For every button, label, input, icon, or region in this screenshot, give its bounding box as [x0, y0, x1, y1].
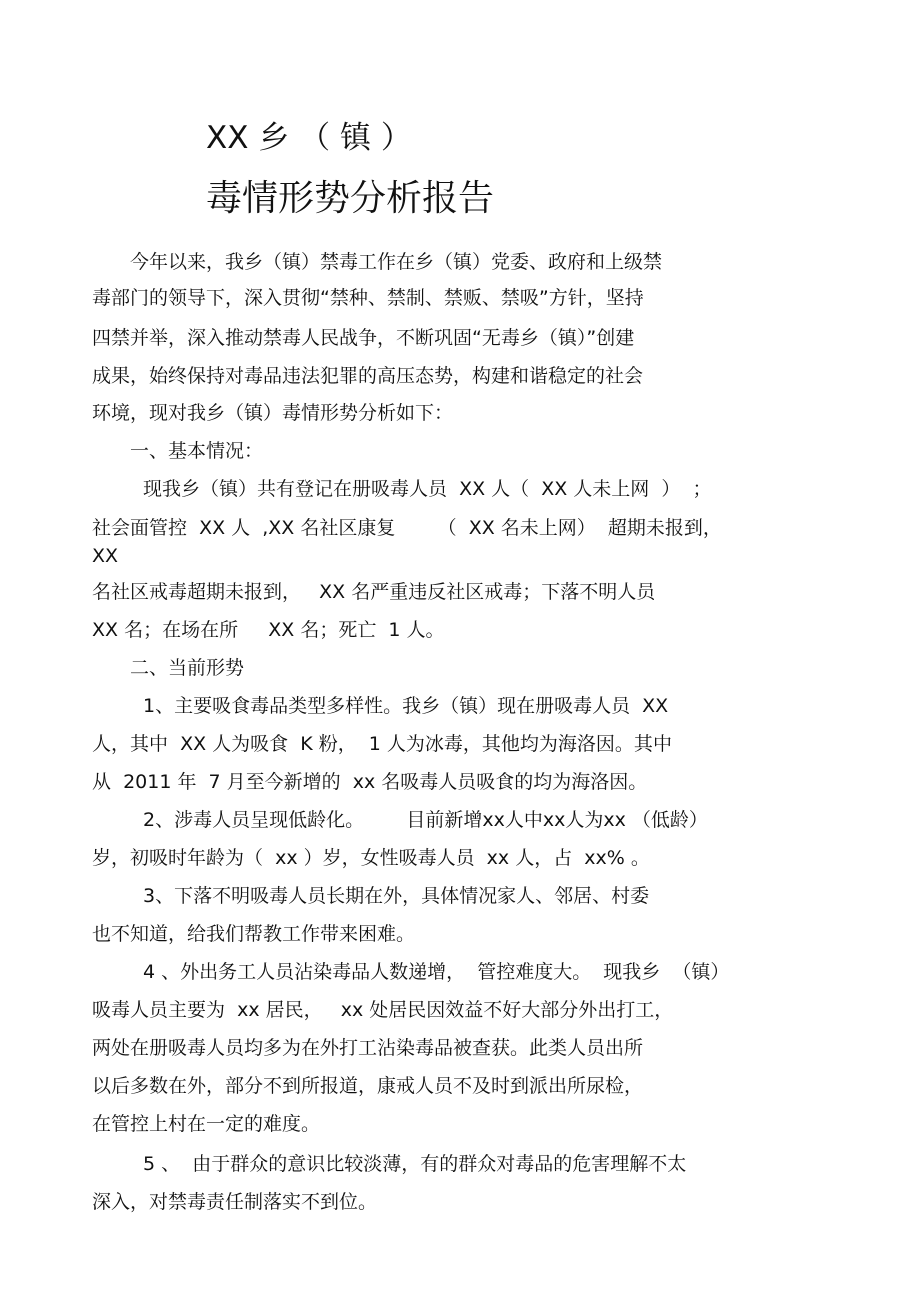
paragraph-line: 5 、 由于群众的意识比较淡薄，有的群众对毒品的危害理解不太	[143, 1153, 687, 1175]
paragraph-line: 环境，现对我乡（镇）毒情形势分析如下：	[92, 402, 454, 424]
section-heading: 一、基本情况：	[130, 440, 264, 462]
paragraph-line: 今年以来，我乡（镇）禁毒工作在乡（镇）党委、政府和上级禁	[130, 251, 663, 273]
paragraph-line: 3、下落不明吸毒人员长期在外，具体情况家人、邻居、村委	[143, 885, 650, 907]
paragraph-line: 深入，对禁毒责任制落实不到位。	[92, 1191, 378, 1213]
paragraph-line: 在管控上村在一定的难度。	[92, 1113, 321, 1135]
paragraph-line: 现我乡（镇）共有登记在册吸毒人员 XX 人（ XX 人未上网 ） ；	[143, 478, 712, 500]
paragraph-line: 四禁并举，深入推动禁毒人民战争，不断巩固“无毒乡（镇）”创建	[92, 327, 635, 349]
paragraph-line: 两处在册吸毒人员均多为在外打工沾染毒品被查获。此类人员出所	[92, 1037, 644, 1059]
paragraph-line: 1、主要吸食毒品类型多样性。我乡（镇）现在册吸毒人员 XX	[143, 695, 669, 717]
paragraph-line: 吸毒人员主要为 xx 居民， xx 处居民因效益不好大部分外出打工，	[92, 999, 674, 1021]
paragraph-line: 4 、外出务工人员沾染毒品人数递增， 管控难度大。 现我乡 （镇）	[143, 961, 730, 983]
paragraph-line: 从 2011 年 7 月至今新增的 xx 名吸毒人员吸食的均为海洛因。	[92, 771, 648, 793]
paragraph-line: 成果，始终保持对毒品违法犯罪的高压态势，构建和谐稳定的社会	[92, 365, 644, 387]
paragraph-line: XX 名；在场在所 XX 名；死亡 1 人。	[92, 619, 445, 641]
paragraph-line: 社会面管控 XX 人 ,XX 名社区康复 （ XX 名未上网） 超期未报到，	[92, 517, 722, 539]
paragraph-line: 也不知道，给我们帮教工作带来困难。	[92, 923, 416, 945]
paragraph-line: XX	[92, 545, 119, 567]
paragraph-line: 名社区戒毒超期未报到， XX 名严重违反社区戒毒；下落不明人员	[92, 581, 656, 603]
paragraph-line: 岁，初吸时年龄为（ xx ）岁，女性吸毒人员 xx 人，占 xx% 。	[92, 847, 650, 869]
section-heading: 二、当前形势	[130, 657, 245, 679]
paragraph-line: 人，其中 XX 人为吸食 K 粉， 1 人为冰毒，其他均为海洛因。其中	[92, 733, 672, 755]
title-line-2: 毒情形势分析报告	[206, 178, 495, 219]
paragraph-line: 2、涉毒人员呈现低龄化。 目前新增xx人中xx人为xx （低龄）	[143, 809, 708, 831]
title-line-1: XX 乡 （ 镇 ）	[206, 120, 412, 156]
paragraph-line: 毒部门的领导下，深入贯彻“禁种、禁制、禁贩、禁吸”方针，坚持	[92, 287, 644, 309]
paragraph-line: 以后多数在外，部分不到所报道，康戒人员不及时到派出所尿检，	[92, 1075, 644, 1097]
